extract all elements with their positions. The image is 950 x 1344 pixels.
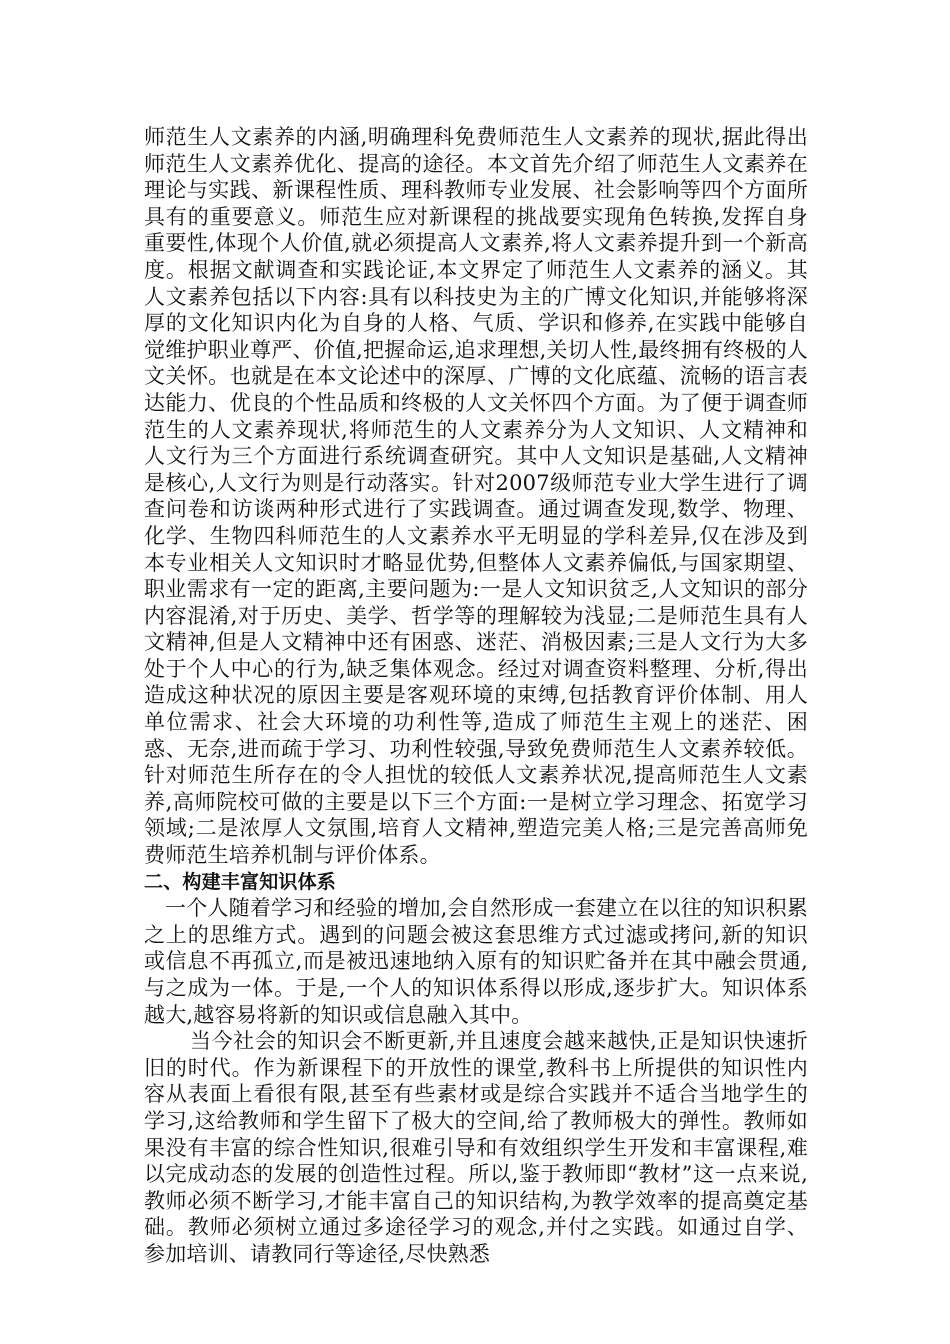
document-body [144, 124, 808, 1268]
body-paragraph-2: 一个人随着学习和经验的增加,会自然形成一套建立在以往的知识积累之上的思维方式。遇到的问题会被这套思维方式过滤或拷问,新的知识或信息不再孤立,而是被迅速地纳入原有的知识贮备并在其中融会贯通,与之成为一体。于是,一个人的知识体系得以形成,逐步扩大。知识体系越大,越容易将新的知识或信息融入其中。 [144, 896, 808, 1027]
body-paragraph-3: 当今社会的知识会不断更新,并且速度会越来越快,正是知识快速折旧的时代。作为新课程下的开放性的课堂,教科书上所提供的知识性内容从表面上看很有限,甚至有些素材或是综合实践并不适合当地学生的学习,这给教师和学生留下了极大的空间,给了教师极大的弹性。教师如果没有丰富的综合性知识,很难引导和有效组织学生开发和丰富课程,难以完成动态的发展的创造性过程。所以,鉴于教师即“教材”这一点来说,教师必须不断学习,才能丰富自己的知识结构,为教学效率的提高奠定基础。教师必须树立通过多途径学习的观念,并付之实践。如通过自学、参加培训、请教同行等途径,尽快熟悉 [144, 1029, 808, 1266]
section-heading: 二、构建丰富知识体系 [144, 870, 337, 893]
body-paragraph-1: 师范生人文素养的内涵,明确理科免费师范生人文素养的现状,据此得出师范生人文素养优化、提高的途径。本文首先介绍了师范生人文素养在理论与实践、新课程性质、理科教师专业发展、社会影响等四个方面所具有的重要意义。师范生应对新课程的挑战要实现角色转换,发挥自身重要性,体现个人价值,就必须提高人文素养,将人文素养提升到一个新高度。根据文献调查和实践论证,本文界定了师范生人文素养的涵义。其人文素养包括以下内容:具有以科技史为主的广博文化知识,并能够将深厚的文化知识内化为自身的人格、气质、学识和修养,在实践中能够自觉维护职业尊严、价值,把握命运,追求理想,关切人性,最终拥有终极的人文关怀。也就是在本文论述中的深厚、广博的文化底蕴、流畅的语言表达能力、优良的个性品质和终极的人文关怀四个方面。为了便于调查师范生的人文素养现状,将师范生的人文素养分为人文知识、人文精神和人文行为三个方面进行系统调查研究。其中人文知识是基础,人文精神是核心,人文行为则是行动落实。针对2007级师范专业大学生进行了调查问卷和访谈两种形式进行了实践调查。通过调查发现,数学、物理、化学、生物四科师范生的人文素养水平无明显的学科差异,仅在涉及到本专业相关人文知识时才略显优势,但整体人文素养偏低,与国家期望、职业需求有一定的距离,主要问题为:一是人文知识贫乏,人文知识的部分内容混淆,对于历史、美学、哲学等的理解较为浅显;二是师范生具有人文精神,但是人文精神中还有困惑、迷茫、消极因素;三是人文行为大多处于个人中心的行为,缺乏集体观念。经过对调查资料整理、分析,得出造成这种状况的原因主要是客观环境的束缚,包括教育评价体制、用人单位需求、社会大环境的功利性等,造成了师范生主观上的迷茫、困惑、无奈,进而疏于学习、功利性较强,导致免费师范生人文素养较低。针对师范生所存在的令人担忧的较低人文素养状况,提高师范生人文素养,高师院校可做的主要是以下三个方面:一是树立学习理念、拓宽学习领域;二是浓厚人文氛围,培育人文精神,塑造完美人格;三是完善高师免费师范生培养机制与评价体系。 [144, 125, 808, 868]
